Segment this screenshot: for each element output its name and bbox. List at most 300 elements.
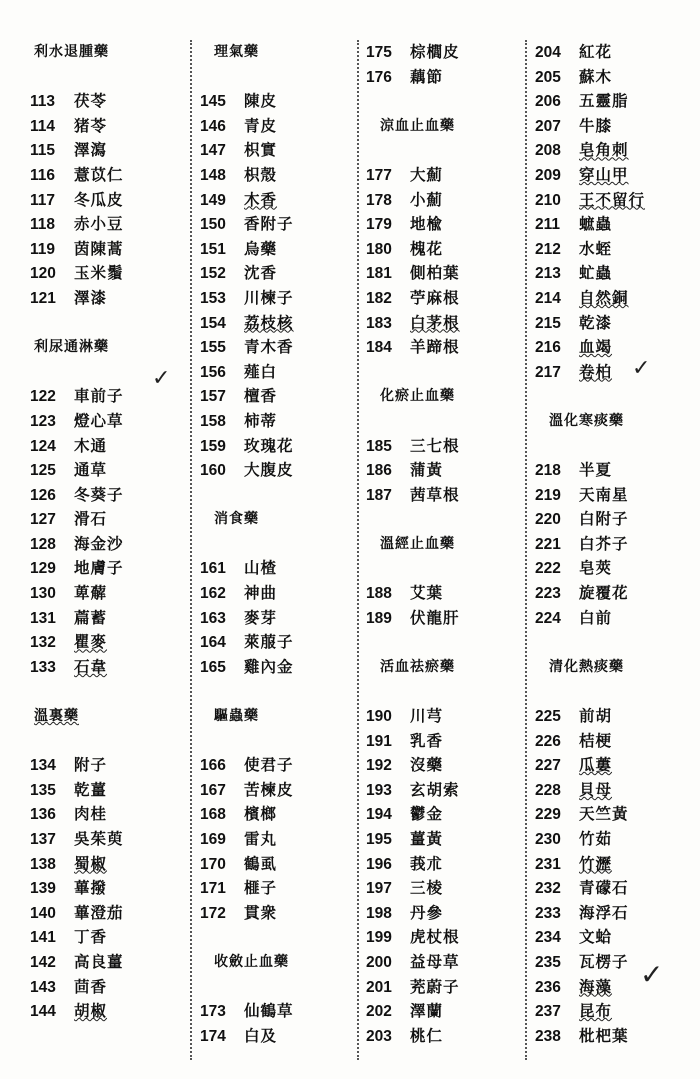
herb-entry <box>200 606 360 631</box>
herb-entry <box>366 901 526 926</box>
herb-number: 211 <box>535 216 561 234</box>
herb-entry <box>535 114 695 139</box>
herb-entry <box>535 507 695 532</box>
herb-number: 183 <box>366 314 392 332</box>
herb-entry <box>535 606 695 631</box>
herb-entry <box>366 729 526 754</box>
herb-name: 三棱 <box>410 878 444 898</box>
herb-name: 薤白 <box>244 361 278 381</box>
herb-entry <box>200 827 360 852</box>
herb-entry <box>200 188 360 213</box>
herb-entry <box>535 556 695 581</box>
herb-name: 肉桂 <box>74 804 108 824</box>
spacer <box>366 409 526 434</box>
herb-entry <box>30 163 190 188</box>
herb-name: 大薊 <box>410 164 444 184</box>
herb-number: 235 <box>535 953 561 971</box>
herb-number: 180 <box>366 240 392 258</box>
herb-number: 202 <box>366 1003 392 1021</box>
herb-name: 枳實 <box>244 140 278 160</box>
herb-number: 223 <box>535 585 561 603</box>
herb-name: 海浮石 <box>579 902 629 922</box>
herb-name: 萆薢 <box>74 583 108 603</box>
herb-entry <box>366 458 526 483</box>
herb-number: 226 <box>535 732 561 750</box>
herb-number: 171 <box>200 880 226 898</box>
herb-name: 青木香 <box>244 337 294 357</box>
herb-entry <box>535 163 695 188</box>
herb-name: 石韋 <box>74 656 108 676</box>
spacer <box>30 729 190 754</box>
herb-name: 澤蘭 <box>410 1001 444 1021</box>
herb-name: 天南星 <box>579 484 629 504</box>
herb-entry <box>535 925 695 950</box>
handwritten-check-icon: ✓ <box>640 958 664 991</box>
herb-name: 赤小豆 <box>74 214 124 234</box>
herb-entry <box>30 606 190 631</box>
herb-name: 蓽澄茄 <box>74 902 124 922</box>
herb-entry <box>535 1024 695 1049</box>
herb-name: 木通 <box>74 435 108 455</box>
section-heading-text: 活血祛瘀藥 <box>380 658 455 675</box>
herb-number: 195 <box>366 831 392 848</box>
herb-name: 昆布 <box>579 1001 613 1021</box>
herb-number: 205 <box>535 68 561 86</box>
herb-number: 141 <box>30 929 56 947</box>
herb-name: 神曲 <box>244 583 278 603</box>
herb-name: 丹參 <box>410 902 444 922</box>
herb-number: 174 <box>200 1027 226 1045</box>
herb-entry <box>200 556 360 581</box>
herb-name: 白附子 <box>579 509 629 529</box>
herb-number: 215 <box>535 314 561 332</box>
spacer <box>200 532 360 557</box>
herb-number: 185 <box>366 437 392 455</box>
herb-number: 221 <box>535 535 561 553</box>
herb-number: 121 <box>30 289 56 307</box>
herb-number: 147 <box>200 142 226 160</box>
herb-name: 貝母 <box>579 779 613 799</box>
herb-number: 123 <box>30 412 56 430</box>
herb-entry <box>200 1024 360 1049</box>
herb-number: 225 <box>535 708 561 726</box>
herb-entry <box>30 556 190 581</box>
herb-entry <box>535 335 695 360</box>
herb-entry <box>535 65 695 90</box>
herb-number: 113 <box>30 93 56 111</box>
herb-name: 地膚子 <box>74 558 124 578</box>
herb-number: 194 <box>366 806 392 824</box>
herb-entry <box>366 434 526 459</box>
herb-number: 210 <box>535 191 561 209</box>
herb-entry <box>366 311 526 336</box>
herb-number: 216 <box>535 339 561 357</box>
herb-entry <box>535 188 695 213</box>
herb-entry <box>30 999 190 1024</box>
spacer <box>200 679 360 704</box>
herb-number: 140 <box>30 904 56 922</box>
herb-number: 151 <box>200 240 226 258</box>
herb-number: 143 <box>30 978 56 996</box>
herb-name: 青皮 <box>244 115 278 135</box>
herb-number: 236 <box>535 978 561 996</box>
herb-number: 169 <box>200 831 226 848</box>
herb-name: 白芥子 <box>579 533 629 553</box>
spacer <box>535 679 695 704</box>
herb-number: 187 <box>366 486 392 504</box>
herb-entry <box>200 802 360 827</box>
herb-entry <box>366 852 526 877</box>
herb-number: 175 <box>366 44 392 61</box>
herb-name: 竹瀝 <box>579 853 613 873</box>
herb-name: 木香 <box>244 189 278 209</box>
herb-name: 榧子 <box>244 878 278 898</box>
herb-name: 丁香 <box>74 927 108 947</box>
spacer <box>535 384 695 409</box>
herb-entry <box>366 975 526 1000</box>
herb-entry <box>366 827 526 852</box>
herb-entry <box>366 286 526 311</box>
herb-entry <box>30 458 190 483</box>
herb-number: 179 <box>366 216 392 234</box>
section-heading-text: 驅蟲藥 <box>214 708 259 725</box>
herb-name: 竹茹 <box>579 829 613 848</box>
herb-number: 154 <box>200 314 226 332</box>
herb-entry <box>535 458 695 483</box>
herb-name: 皂角刺 <box>579 140 629 160</box>
herb-entry <box>200 630 360 655</box>
section-heading <box>30 704 190 729</box>
herb-number: 176 <box>366 68 392 86</box>
herb-number: 238 <box>535 1027 561 1045</box>
herb-number: 130 <box>30 585 56 603</box>
herb-number: 188 <box>366 585 392 603</box>
herb-name: 冬葵子 <box>74 484 124 504</box>
herb-entry <box>30 802 190 827</box>
herb-number: 146 <box>200 117 226 135</box>
herb-name: 莪朮 <box>410 853 444 873</box>
herb-entry <box>200 114 360 139</box>
herb-entry <box>200 753 360 778</box>
herb-name: 萊菔子 <box>244 632 294 652</box>
herb-entry <box>535 483 695 508</box>
herb-name: 茯苓 <box>74 91 108 111</box>
herb-number: 203 <box>366 1027 392 1045</box>
herb-entry <box>366 802 526 827</box>
herb-entry <box>366 581 526 606</box>
herb-entry <box>30 212 190 237</box>
herb-name: 地楡 <box>410 214 444 234</box>
herb-number: 137 <box>30 831 56 848</box>
herb-name: 蒲黃 <box>410 460 444 480</box>
herb-entry <box>200 409 360 434</box>
herb-name: 海金沙 <box>74 533 124 553</box>
herb-entry <box>200 778 360 803</box>
herb-name: 高良薑 <box>74 951 124 971</box>
herb-name: 貫衆 <box>244 902 278 922</box>
spacer <box>30 311 190 336</box>
herb-entry <box>366 1024 526 1049</box>
herb-name: 通草 <box>74 460 108 480</box>
herb-name: 王不留行 <box>579 189 646 209</box>
herb-name: 車前子 <box>74 386 124 406</box>
herb-name: 枳殼 <box>244 164 278 184</box>
herb-number: 173 <box>200 1003 226 1021</box>
herb-name: 玫瑰花 <box>244 435 294 455</box>
herb-name: 蓽撥 <box>74 878 108 898</box>
herb-entry <box>366 483 526 508</box>
herb-entry <box>30 876 190 901</box>
spacer <box>366 360 526 385</box>
herb-entry <box>30 114 190 139</box>
handwritten-check-icon: ✓ <box>152 366 171 391</box>
herb-name: 茵陳蒿 <box>74 238 124 258</box>
herb-number: 152 <box>200 265 226 283</box>
herb-entry <box>535 753 695 778</box>
herb-number: 124 <box>30 437 56 455</box>
herb-entry <box>366 925 526 950</box>
herb-entry <box>200 163 360 188</box>
section-heading-text: 清化熱痰藥 <box>549 658 624 675</box>
herb-name: 川楝子 <box>244 287 294 307</box>
herb-number: 196 <box>366 855 392 873</box>
herb-name: 五靈脂 <box>579 91 629 111</box>
herb-entry <box>366 999 526 1024</box>
herb-name: 虻蟲 <box>579 263 613 283</box>
herb-entry <box>30 975 190 1000</box>
herb-name: 冬瓜皮 <box>74 189 124 209</box>
herb-name: 小薊 <box>410 189 444 209</box>
herb-number: 148 <box>200 166 226 184</box>
spacer <box>366 138 526 163</box>
herb-number: 114 <box>30 117 56 135</box>
herb-entry <box>30 532 190 557</box>
herb-name: 天竺黃 <box>579 804 629 824</box>
herb-name: 沒藥 <box>410 755 444 775</box>
spacer <box>200 975 360 1000</box>
herb-column-4 <box>535 40 695 1048</box>
herb-number: 139 <box>30 880 56 898</box>
herb-entry <box>30 925 190 950</box>
herb-name: 棕櫚皮 <box>410 42 460 61</box>
herb-name: 燈心草 <box>74 410 124 430</box>
herb-entry <box>200 655 360 680</box>
herb-entry <box>200 999 360 1024</box>
herb-entry <box>200 286 360 311</box>
herb-number: 197 <box>366 880 392 898</box>
herb-number: 222 <box>535 560 561 578</box>
herb-entry <box>535 778 695 803</box>
spacer <box>200 65 360 90</box>
herb-entry <box>30 753 190 778</box>
herb-entry <box>200 852 360 877</box>
spacer <box>535 630 695 655</box>
herb-name: 柿蒂 <box>244 410 278 430</box>
herb-name: 皂莢 <box>579 558 613 578</box>
herb-name: 乾薑 <box>74 779 108 799</box>
herb-number: 161 <box>200 560 226 578</box>
herb-number: 237 <box>535 1003 561 1021</box>
herb-name: 吳茱萸 <box>74 829 124 848</box>
herb-entry <box>366 261 526 286</box>
herb-number: 126 <box>30 486 56 504</box>
herb-entry <box>200 901 360 926</box>
herb-name: 苧麻根 <box>410 287 460 307</box>
herb-name: 前胡 <box>579 706 613 726</box>
spacer <box>366 507 526 532</box>
herb-number: 198 <box>366 904 392 922</box>
herb-entry <box>200 384 360 409</box>
herb-name: 枇杷葉 <box>579 1025 629 1045</box>
herb-entry <box>30 507 190 532</box>
herb-entry <box>366 188 526 213</box>
herb-name: 卷柏 <box>579 361 613 381</box>
herb-name: 半夏 <box>579 460 613 480</box>
herb-entry <box>535 237 695 262</box>
herb-name: 鬱金 <box>410 804 444 824</box>
herb-name: 蜀椒 <box>74 853 108 873</box>
herb-entry <box>535 729 695 754</box>
section-heading-text: 化瘀止血藥 <box>380 388 455 405</box>
herb-name: 三七根 <box>410 435 460 455</box>
herb-entry <box>535 261 695 286</box>
herb-number: 191 <box>366 732 392 750</box>
section-heading <box>366 655 526 680</box>
herb-number: 119 <box>30 240 56 258</box>
herb-name: 澤漆 <box>74 287 108 307</box>
herb-number: 138 <box>30 855 56 873</box>
section-heading <box>200 950 360 975</box>
herb-number: 165 <box>200 658 226 676</box>
herb-name: 使君子 <box>244 755 294 775</box>
herb-number: 200 <box>366 953 392 971</box>
herb-number: 117 <box>30 191 56 209</box>
section-heading <box>535 409 695 434</box>
herb-name: 血竭 <box>579 337 613 357</box>
herb-name: 玉米鬚 <box>74 263 124 283</box>
herb-number: 217 <box>535 363 561 381</box>
column-divider <box>190 40 192 1060</box>
herb-name: 澤瀉 <box>74 140 108 160</box>
herb-name: 仙鶴草 <box>244 1001 294 1021</box>
herb-entry <box>200 434 360 459</box>
section-heading <box>535 655 695 680</box>
section-heading-text: 消食藥 <box>214 511 259 528</box>
herb-number: 135 <box>30 781 56 799</box>
herb-name: 穿山甲 <box>579 164 629 184</box>
herb-entry <box>30 827 190 852</box>
herb-name: 茺蔚子 <box>410 976 460 996</box>
herb-name: 荔枝核 <box>244 312 294 332</box>
herb-number: 164 <box>200 634 226 652</box>
herb-name: 側柏葉 <box>410 263 460 283</box>
herb-number: 201 <box>366 978 392 996</box>
herb-number: 231 <box>535 855 561 873</box>
herb-entry <box>30 483 190 508</box>
herb-name: 海藻 <box>579 976 613 996</box>
herb-entry <box>535 581 695 606</box>
section-heading <box>30 40 190 65</box>
herb-number: 125 <box>30 462 56 480</box>
herb-number: 170 <box>200 855 226 873</box>
herb-entry <box>535 311 695 336</box>
herb-name: 蘇木 <box>579 66 613 86</box>
section-heading <box>30 335 190 360</box>
herb-entry <box>366 753 526 778</box>
herb-entry <box>535 286 695 311</box>
herb-number: 177 <box>366 166 392 184</box>
section-heading-text: 溫化寒痰藥 <box>549 412 624 429</box>
herb-number: 172 <box>200 904 226 922</box>
herb-name: 沈香 <box>244 263 278 283</box>
herb-number: 155 <box>200 339 226 357</box>
herb-name: 旋覆花 <box>579 583 629 603</box>
herb-name: 白前 <box>579 607 613 627</box>
herb-entry <box>200 261 360 286</box>
herb-entry <box>30 188 190 213</box>
herb-number: 199 <box>366 929 392 947</box>
herb-entry <box>535 138 695 163</box>
herb-number: 232 <box>535 880 561 898</box>
herb-number: 167 <box>200 781 226 799</box>
herb-number: 219 <box>535 486 561 504</box>
herb-name: 萹蓄 <box>74 607 108 627</box>
herb-number: 159 <box>200 437 226 455</box>
herb-entry <box>30 409 190 434</box>
herb-number: 233 <box>535 904 561 922</box>
herb-entry <box>30 901 190 926</box>
herb-entry <box>30 950 190 975</box>
herb-number: 228 <box>535 781 561 799</box>
herb-number: 181 <box>366 265 392 283</box>
herb-number: 118 <box>30 216 56 234</box>
herb-entry <box>30 778 190 803</box>
herb-entry <box>535 212 695 237</box>
herb-number: 136 <box>30 806 56 824</box>
herb-entry <box>200 581 360 606</box>
herb-number: 229 <box>535 806 561 824</box>
herb-name: 桔梗 <box>579 730 613 750</box>
section-heading-text: 涼血止血藥 <box>380 117 455 134</box>
herb-entry <box>366 335 526 360</box>
herb-number: 142 <box>30 953 56 971</box>
herb-name: 鶴虱 <box>244 853 278 873</box>
herb-name: 大腹皮 <box>244 460 294 480</box>
section-heading-text: 溫裏藥 <box>34 708 79 725</box>
herb-name: 檳榔 <box>244 804 278 824</box>
herb-number: 153 <box>200 289 226 307</box>
herb-name: 川芎 <box>410 706 444 726</box>
section-heading-text: 溫經止血藥 <box>380 535 455 552</box>
herb-number: 192 <box>366 757 392 775</box>
herb-name: 桃仁 <box>410 1025 444 1045</box>
herb-entry <box>30 655 190 680</box>
herb-entry <box>535 876 695 901</box>
herb-name: 檀香 <box>244 386 278 406</box>
herb-number: 212 <box>535 240 561 258</box>
herb-number: 234 <box>535 929 561 947</box>
herb-number: 214 <box>535 289 561 307</box>
herb-name: 瞿麥 <box>74 632 108 652</box>
herb-number: 160 <box>200 462 226 480</box>
herb-entry <box>30 237 190 262</box>
herb-number: 168 <box>200 806 226 824</box>
herb-entry <box>535 950 695 975</box>
section-heading-text: 理氣藥 <box>214 44 259 60</box>
herb-entry <box>535 975 695 1000</box>
herb-entry <box>535 704 695 729</box>
section-heading <box>366 532 526 557</box>
